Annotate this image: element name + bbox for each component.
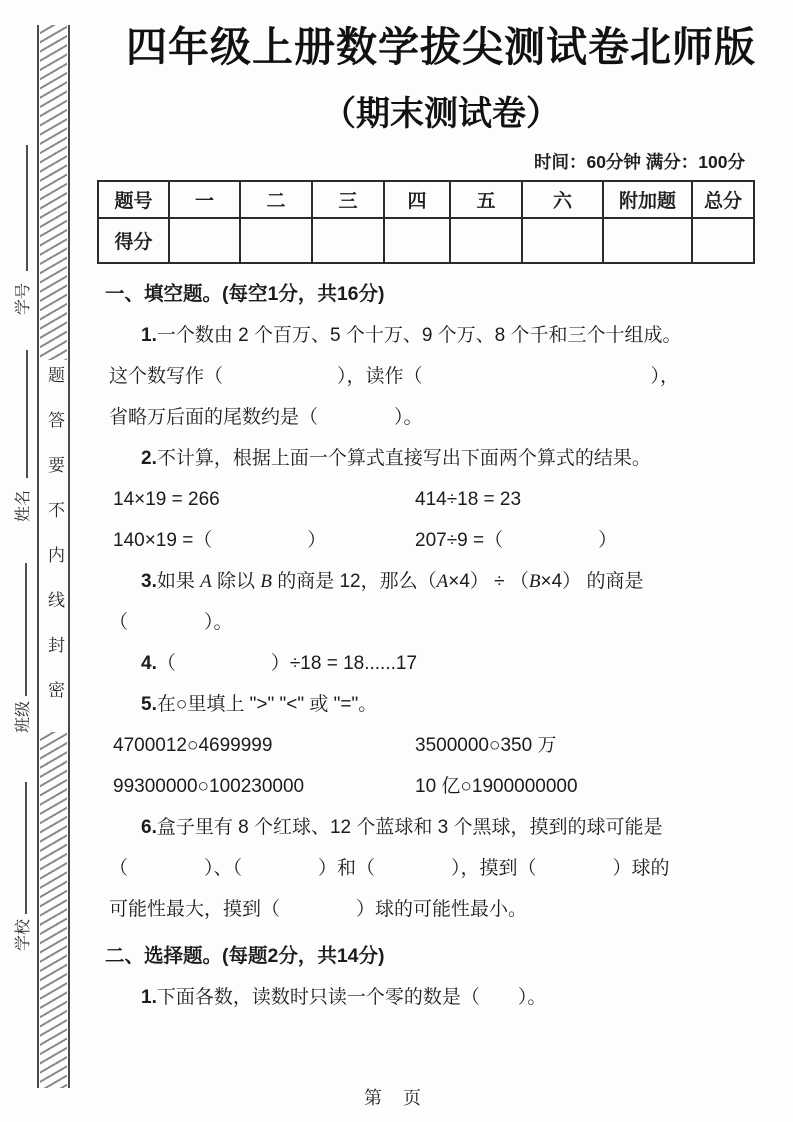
col-bonus: 附加题	[603, 181, 692, 218]
question-6-line-2: （ ）、（ ）和（ ），摸到（ ）球的	[109, 858, 670, 879]
question-number: 2.	[141, 448, 157, 469]
paper-subtitle: （期末测试卷）	[322, 95, 560, 133]
compare-right: 10 亿○1900000000	[415, 776, 578, 797]
col-total: 总分	[692, 181, 754, 218]
variable-a: A	[200, 571, 212, 592]
score-row-label: 得分	[98, 218, 169, 263]
question-number-header: 题号	[98, 181, 169, 218]
seal-hatch-top	[40, 25, 67, 360]
school-label: 学校	[15, 919, 32, 952]
compare-left: 4700012○4699999	[113, 735, 273, 756]
question-4-line	[97, 643, 785, 684]
question-3-line-1	[97, 561, 785, 602]
equation-right: 414÷18 = 23	[415, 489, 522, 510]
class-blank-line	[25, 563, 27, 696]
equation-left: 140×19 =（ ）	[113, 530, 327, 551]
student-number-blank-line	[26, 145, 28, 271]
question-text: 盒子里有 8 个红球、12 个蓝球和 3 个黑球，摸到的球可能是	[156, 817, 663, 838]
variable-a: A	[436, 571, 449, 592]
question-5-compare-row-2	[97, 766, 785, 807]
paper-title: 四年级上册数学拔尖测试卷北师版	[126, 24, 756, 70]
name-blank-line	[26, 350, 28, 478]
seal-hatch-bottom	[40, 732, 67, 1088]
equation-left: 14×19 = 266	[113, 489, 220, 510]
score-table-score-row	[98, 218, 754, 263]
name-label: 姓名	[15, 490, 32, 523]
section-2-question-1	[97, 977, 785, 1018]
question-1-line-1	[97, 315, 785, 356]
question-text: ×4） 的商是	[540, 571, 644, 592]
question-number: 3.	[141, 571, 157, 592]
question-text: 如果	[156, 571, 201, 592]
page-footer: 第 页	[363, 1088, 429, 1108]
question-5-line-1	[97, 684, 785, 725]
question-2-equations-row-1	[97, 479, 785, 520]
score-cell	[522, 218, 603, 263]
score-table	[97, 180, 755, 264]
seal-border-line-left	[37, 25, 39, 1088]
question-text: 的商是 12，那么（	[271, 571, 437, 592]
question-text: 一个数由 2 个百万、5 个十万、9 个万、8 个千和三个十组成。	[156, 325, 682, 346]
question-1-line-3: 省略万后面的尾数约是（ ）。	[109, 407, 423, 428]
seal-border-line-right	[68, 25, 70, 1088]
variable-b: B	[260, 571, 272, 592]
score-cell	[384, 218, 450, 263]
section-1-title: 一、填空题。(每空1分，共16分)	[105, 283, 385, 305]
question-number: 4.	[141, 653, 157, 674]
questions-area	[97, 274, 785, 1018]
question-text: 除以	[211, 571, 261, 592]
question-text: ×4） ÷ （	[448, 571, 529, 592]
question-2-equations-row-2	[97, 520, 785, 561]
question-number: 1.	[141, 325, 157, 346]
question-number: 6.	[141, 817, 157, 838]
col-five: 五	[450, 181, 522, 218]
score-cell	[692, 218, 754, 263]
score-cell	[450, 218, 522, 263]
col-six: 六	[522, 181, 603, 218]
time-score-info: 时间：60分钟 满分：100分	[533, 152, 745, 172]
score-table-header-row	[98, 181, 754, 218]
question-text: 下面各数，读数时只读一个零的数是（ ）。	[156, 987, 547, 1008]
col-one: 一	[169, 181, 240, 218]
question-2-line-1	[97, 438, 785, 479]
compare-left: 99300000○100230000	[113, 776, 305, 797]
compare-right: 3500000○350 万	[415, 735, 557, 756]
question-5-compare-row-1	[97, 725, 785, 766]
question-3-line-2: （ ）。	[109, 612, 233, 633]
student-number-label: 学号	[15, 283, 32, 316]
question-number: 1.	[141, 987, 157, 1008]
score-cell	[603, 218, 692, 263]
col-two: 二	[240, 181, 312, 218]
col-four: 四	[384, 181, 450, 218]
class-label: 班级	[15, 701, 32, 734]
seal-text-vertical: 题答要不内线封密	[45, 366, 64, 726]
score-cell	[312, 218, 384, 263]
question-text: 在○里填上 ">" "<" 或 "="。	[156, 694, 378, 715]
score-cell	[240, 218, 312, 263]
col-three: 三	[312, 181, 384, 218]
main-content	[97, 22, 785, 1018]
question-number: 5.	[141, 694, 157, 715]
question-6-line-1	[97, 807, 785, 848]
question-text: （ ）÷18 = 18......17	[156, 653, 418, 674]
variable-b: B	[528, 571, 541, 592]
score-cell	[169, 218, 240, 263]
equation-right: 207÷9 =（ ）	[415, 530, 618, 551]
question-6-line-3: 可能性最大，摸到（ ）球的可能性最小。	[109, 899, 528, 920]
section-2-title: 二、选择题。(每题2分，共14分)	[105, 945, 385, 967]
school-blank-line	[25, 782, 27, 914]
question-1-line-2: 这个数写作（ ），读作（ ），	[109, 366, 680, 387]
question-text: 不计算，根据上面一个算式直接写出下面两个算式的结果。	[156, 448, 651, 469]
